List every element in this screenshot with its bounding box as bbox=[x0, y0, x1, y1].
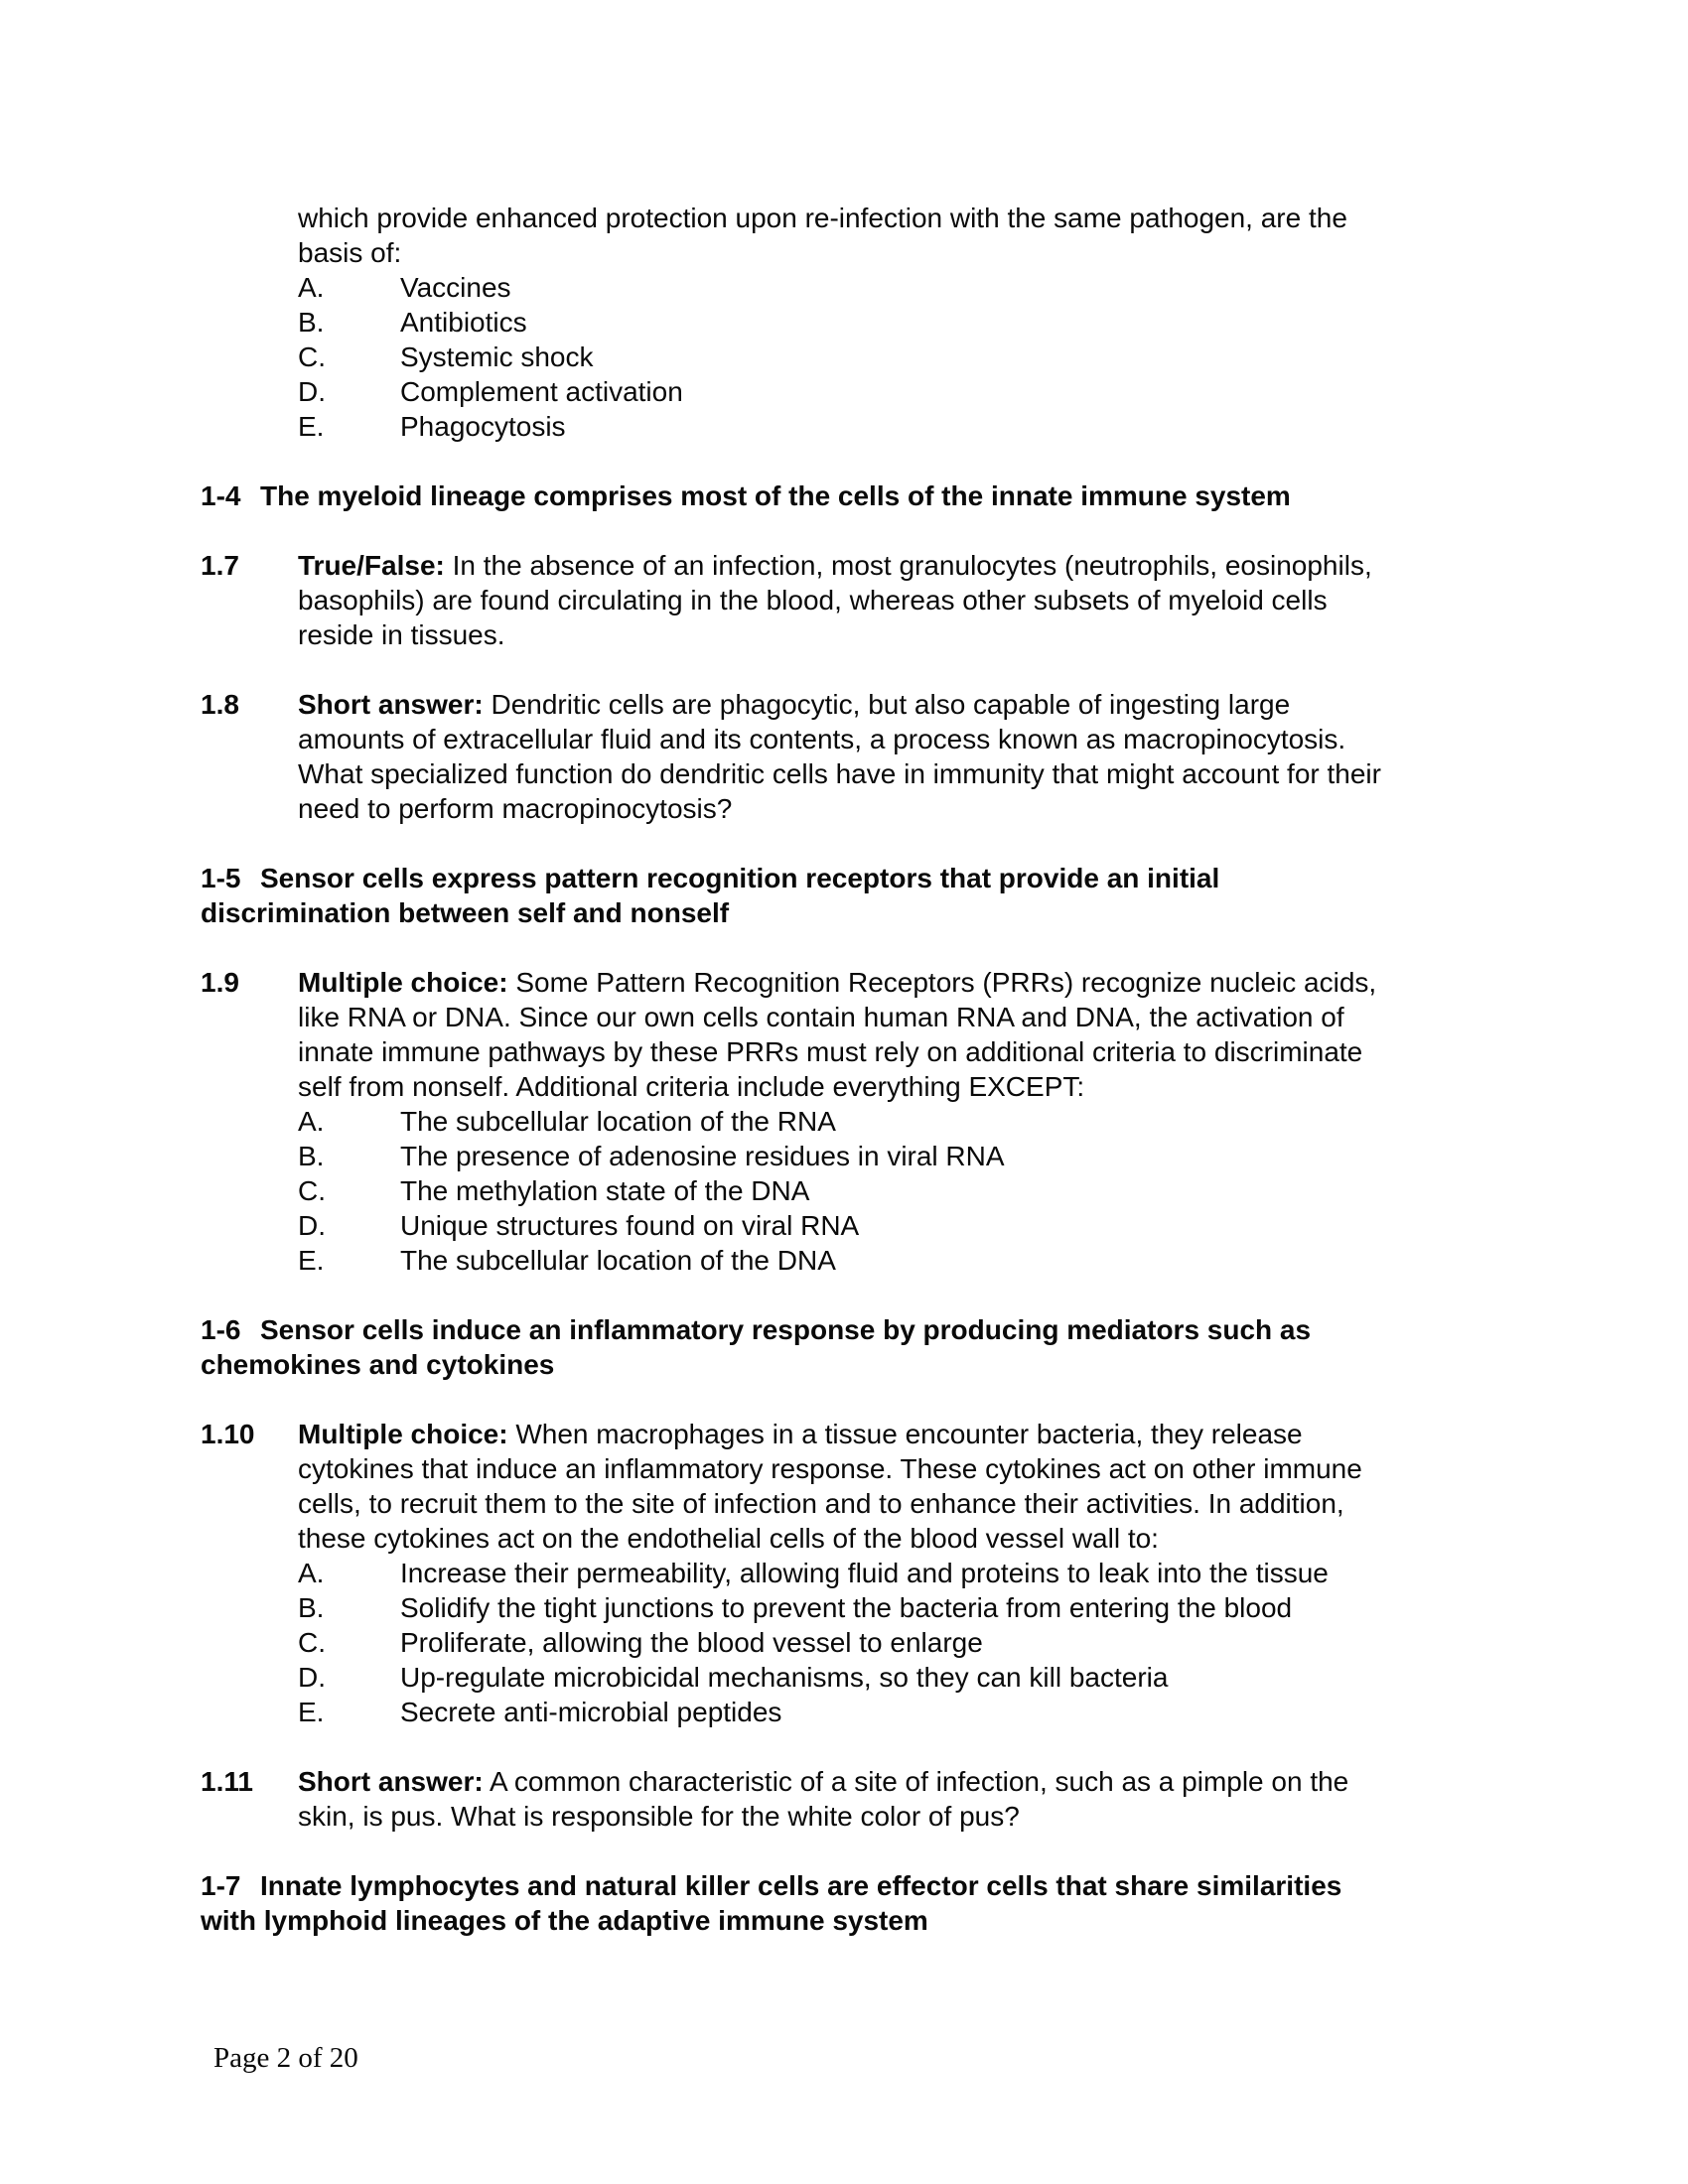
option-letter: D. bbox=[298, 1662, 326, 1693]
answer-option bbox=[298, 374, 1611, 409]
option-letter: B. bbox=[298, 307, 325, 338]
question-text-line: basophils) are found circulating in the blood, whereas other subsets of myeloid cells bbox=[298, 585, 1328, 615]
option-text: Complement activation bbox=[400, 376, 683, 407]
question-type-label: Short answer: bbox=[298, 1766, 484, 1797]
option-text: Proliferate, allowing the blood vessel to enlarge bbox=[400, 1627, 983, 1658]
section-number: 1-7 bbox=[201, 1870, 241, 1901]
option-text: The presence of adenosine residues in viral RNA bbox=[400, 1141, 1005, 1171]
question-number: 1.8 bbox=[201, 689, 239, 720]
option-letter: A. bbox=[298, 1558, 325, 1588]
answer-option bbox=[298, 1139, 1611, 1173]
option-text: Systemic shock bbox=[400, 341, 594, 372]
section-heading-line: discrimination between self and nonself bbox=[201, 897, 730, 928]
question-text-line: basis of: bbox=[298, 237, 402, 268]
option-text: The subcellular location of the DNA bbox=[400, 1245, 836, 1276]
option-text: Up-regulate microbicidal mechanisms, so they can kill bacteria bbox=[400, 1662, 1169, 1693]
section-heading bbox=[201, 1868, 1611, 1938]
question-number: 1.9 bbox=[201, 967, 239, 998]
question-text-line: like RNA or DNA. Since our own cells contain human RNA and DNA, the activation of bbox=[298, 1002, 1344, 1032]
section-number: 1-5 bbox=[201, 863, 241, 893]
question-type-label: Short answer: bbox=[298, 689, 484, 720]
answer-option bbox=[298, 1556, 1611, 1590]
section-title: Sensor cells induce an inflammatory response by producing mediators such as bbox=[260, 1314, 1312, 1345]
question-first-line bbox=[201, 687, 1611, 722]
question-number: 1.7 bbox=[201, 550, 239, 581]
question-number: 1.11 bbox=[201, 1766, 253, 1797]
section-heading-line: chemokines and cytokines bbox=[201, 1349, 555, 1380]
option-text: Increase their permeability, allowing fluid and proteins to leak into the tissue bbox=[400, 1558, 1329, 1588]
section-number: 1-4 bbox=[201, 480, 241, 511]
option-letter: A. bbox=[298, 1106, 325, 1137]
option-letter: E. bbox=[298, 1245, 325, 1276]
option-letter: C. bbox=[298, 1627, 326, 1658]
answer-option bbox=[298, 409, 1611, 444]
option-text: Unique structures found on viral RNA bbox=[400, 1210, 860, 1241]
section-heading-line bbox=[201, 1868, 1611, 1903]
section-number: 1-6 bbox=[201, 1314, 241, 1345]
option-letter: C. bbox=[298, 341, 326, 372]
section-title: Innate lymphocytes and natural killer cells are effector cells that share similarities bbox=[260, 1870, 1342, 1901]
question bbox=[201, 687, 1611, 826]
option-text: Secrete anti-microbial peptides bbox=[400, 1697, 782, 1727]
section-title: Sensor cells express pattern recognition receptors that provide an initial bbox=[260, 863, 1220, 893]
question-text: In the absence of an infection, most granulocytes (neutrophils, eosinophils, bbox=[444, 550, 1372, 581]
question-text-line: innate immune pathways by these PRRs must rely on additional criteria to discriminate bbox=[298, 1036, 1363, 1067]
answer-option bbox=[298, 1625, 1611, 1660]
section-heading bbox=[201, 861, 1611, 930]
question-text-line: which provide enhanced protection upon re-infection with the same pathogen, are the bbox=[298, 203, 1347, 233]
option-text: Solidify the tight junctions to prevent the bacteria from entering the blood bbox=[400, 1592, 1293, 1623]
section-heading-line bbox=[201, 478, 1611, 513]
question-text-line: amounts of extracellular fluid and its contents, a process known as macropinocytosis. bbox=[298, 724, 1346, 754]
section-heading bbox=[201, 478, 1611, 513]
question-text-line: these cytokines act on the endothelial cells of the blood vessel wall to: bbox=[298, 1523, 1159, 1554]
question-first-line bbox=[201, 1417, 1611, 1451]
question-text-line: need to perform macropinocytosis? bbox=[298, 793, 733, 824]
option-text: Phagocytosis bbox=[400, 411, 566, 442]
question-type-label: True/False: bbox=[298, 550, 445, 581]
question-first-line bbox=[201, 548, 1611, 583]
section-heading-line bbox=[201, 861, 1611, 895]
question-text-line: cytokines that induce an inflammatory response. These cytokines act on other immune bbox=[298, 1453, 1362, 1484]
section-title: The myeloid lineage comprises most of the cells of the innate immune system bbox=[260, 480, 1291, 511]
option-text: The subcellular location of the RNA bbox=[400, 1106, 836, 1137]
answer-option bbox=[298, 1208, 1611, 1243]
question-text-line: self from nonself. Additional criteria include everything EXCEPT: bbox=[298, 1071, 1085, 1102]
option-letter: D. bbox=[298, 1210, 326, 1241]
section-heading bbox=[201, 1312, 1611, 1382]
option-letter: E. bbox=[298, 411, 325, 442]
answer-option bbox=[298, 1243, 1611, 1278]
question bbox=[201, 1764, 1611, 1834]
question-text-line: skin, is pus. What is responsible for the white color of pus? bbox=[298, 1801, 1020, 1832]
option-letter: D. bbox=[298, 376, 326, 407]
page-footer: Page 2 of 20 bbox=[213, 2042, 358, 2074]
option-letter: B. bbox=[298, 1592, 325, 1623]
option-letter: B. bbox=[298, 1141, 325, 1171]
question bbox=[201, 1417, 1611, 1729]
option-letter: C. bbox=[298, 1175, 326, 1206]
question-text: Dendritic cells are phagocytic, but also capable of ingesting large bbox=[483, 689, 1291, 720]
section-heading-line: with lymphoid lineages of the adaptive immune system bbox=[201, 1905, 928, 1936]
question-text: Some Pattern Recognition Receptors (PRRs) recognize nucleic acids, bbox=[507, 967, 1377, 998]
option-letter: A. bbox=[298, 272, 325, 303]
option-text: Antibiotics bbox=[400, 307, 527, 338]
question-text: A common characteristic of a site of infection, such as a pimple on the bbox=[483, 1766, 1349, 1797]
answer-option bbox=[298, 1660, 1611, 1695]
option-text: Vaccines bbox=[400, 272, 511, 303]
question bbox=[201, 548, 1611, 652]
option-text: The methylation state of the DNA bbox=[400, 1175, 810, 1206]
answer-option bbox=[298, 340, 1611, 374]
answer-option bbox=[298, 270, 1611, 305]
answer-option bbox=[298, 305, 1611, 340]
page-content bbox=[201, 201, 1611, 1973]
question-text-line: cells, to recruit them to the site of infection and to enhance their activities. In addition, bbox=[298, 1488, 1344, 1519]
question-number: 1.10 bbox=[201, 1419, 255, 1449]
answer-option bbox=[298, 1173, 1611, 1208]
answer-option bbox=[298, 1590, 1611, 1625]
question-text: When macrophages in a tissue encounter bacteria, they release bbox=[507, 1419, 1303, 1449]
section-heading-line bbox=[201, 1312, 1611, 1347]
question-first-line bbox=[201, 965, 1611, 1000]
question-type-label: Multiple choice: bbox=[298, 967, 508, 998]
question-first-line bbox=[201, 1764, 1611, 1799]
question-text-line: What specialized function do dendritic cells have in immunity that might account for their bbox=[298, 758, 1381, 789]
question-continuation bbox=[298, 201, 1611, 444]
question bbox=[201, 965, 1611, 1278]
question-type-label: Multiple choice: bbox=[298, 1419, 508, 1449]
answer-option bbox=[298, 1695, 1611, 1729]
question-text-line: reside in tissues. bbox=[298, 619, 505, 650]
option-letter: E. bbox=[298, 1697, 325, 1727]
answer-option bbox=[298, 1104, 1611, 1139]
